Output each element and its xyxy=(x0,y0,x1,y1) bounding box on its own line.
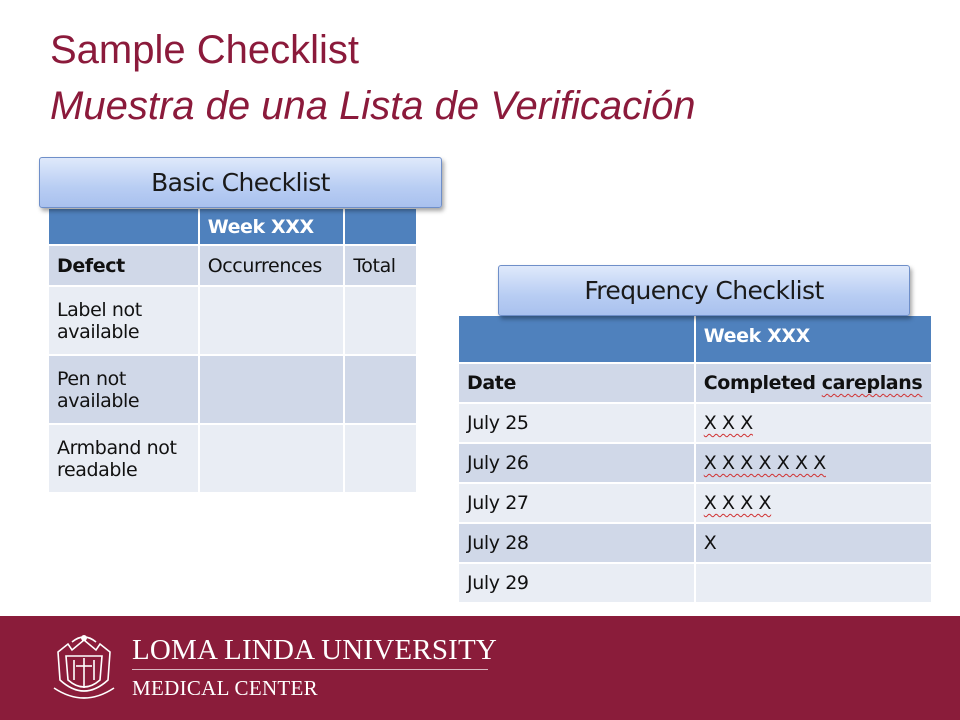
frequency-checklist-header: Frequency Checklist xyxy=(498,265,910,316)
table-row xyxy=(48,286,417,355)
date-cell: July 26 xyxy=(458,443,695,483)
date-cell: July 25 xyxy=(458,403,695,443)
date-cell: July 29 xyxy=(458,563,695,603)
column-header-total: Total xyxy=(344,245,417,286)
defect-cell xyxy=(48,286,199,355)
empty-cell xyxy=(458,315,695,363)
slide-title: Sample Checklist xyxy=(50,28,360,72)
defect-cell xyxy=(48,355,199,424)
medical-center-name: MEDICAL CENTER xyxy=(132,676,318,700)
defect-text: available xyxy=(57,389,140,412)
table-row xyxy=(458,523,932,563)
defect-cell xyxy=(48,424,199,493)
occurrences-cell xyxy=(199,424,345,493)
marks-cell: X X X xyxy=(695,403,932,443)
defect-text: Armband not xyxy=(57,436,177,459)
slide-subtitle: Muestra de una Lista de Verificación xyxy=(50,84,696,128)
table-row xyxy=(458,483,932,523)
marks-cell: X X X X xyxy=(695,483,932,523)
basic-checklist-header: Basic Checklist xyxy=(39,157,442,208)
table-row xyxy=(48,355,417,424)
defect-text: available xyxy=(57,320,140,343)
column-header-completed-careplans xyxy=(695,363,932,403)
table-row xyxy=(458,403,932,443)
marks-cell: X X X X X X X xyxy=(695,443,932,483)
footer-bar xyxy=(0,616,960,720)
marks-cell xyxy=(695,563,932,603)
defect-text: readable xyxy=(57,458,138,481)
careplans-text: careplans xyxy=(821,372,923,394)
table-row xyxy=(458,443,932,483)
footer-divider xyxy=(132,669,488,670)
defect-text: Label not xyxy=(57,298,142,321)
table-row xyxy=(48,245,417,286)
table-row xyxy=(458,315,932,363)
frequency-checklist-table xyxy=(457,314,933,604)
total-cell xyxy=(344,424,417,493)
empty-cell xyxy=(48,208,199,245)
completed-text: Completed xyxy=(703,372,816,394)
date-cell: July 28 xyxy=(458,523,695,563)
table-row xyxy=(458,563,932,603)
total-cell xyxy=(344,355,417,424)
column-header-occurrences: Occurrences xyxy=(199,245,345,286)
table-row xyxy=(458,363,932,403)
defect-text: Pen not xyxy=(57,367,126,390)
column-header-date: Date xyxy=(458,363,695,403)
week-label: Week XXX xyxy=(199,208,345,245)
date-cell: July 27 xyxy=(458,483,695,523)
occurrences-cell xyxy=(199,286,345,355)
occurrences-cell xyxy=(199,355,345,424)
column-header-defect: Defect xyxy=(48,245,199,286)
table-row xyxy=(48,208,417,245)
university-seal-icon xyxy=(48,630,120,704)
university-name: LOMA LINDA UNIVERSITY xyxy=(132,634,498,666)
marks-cell: X xyxy=(695,523,932,563)
table-row xyxy=(48,424,417,493)
empty-cell xyxy=(344,208,417,245)
basic-checklist-table xyxy=(47,207,418,494)
week-label: Week XXX xyxy=(695,315,932,363)
total-cell xyxy=(344,286,417,355)
